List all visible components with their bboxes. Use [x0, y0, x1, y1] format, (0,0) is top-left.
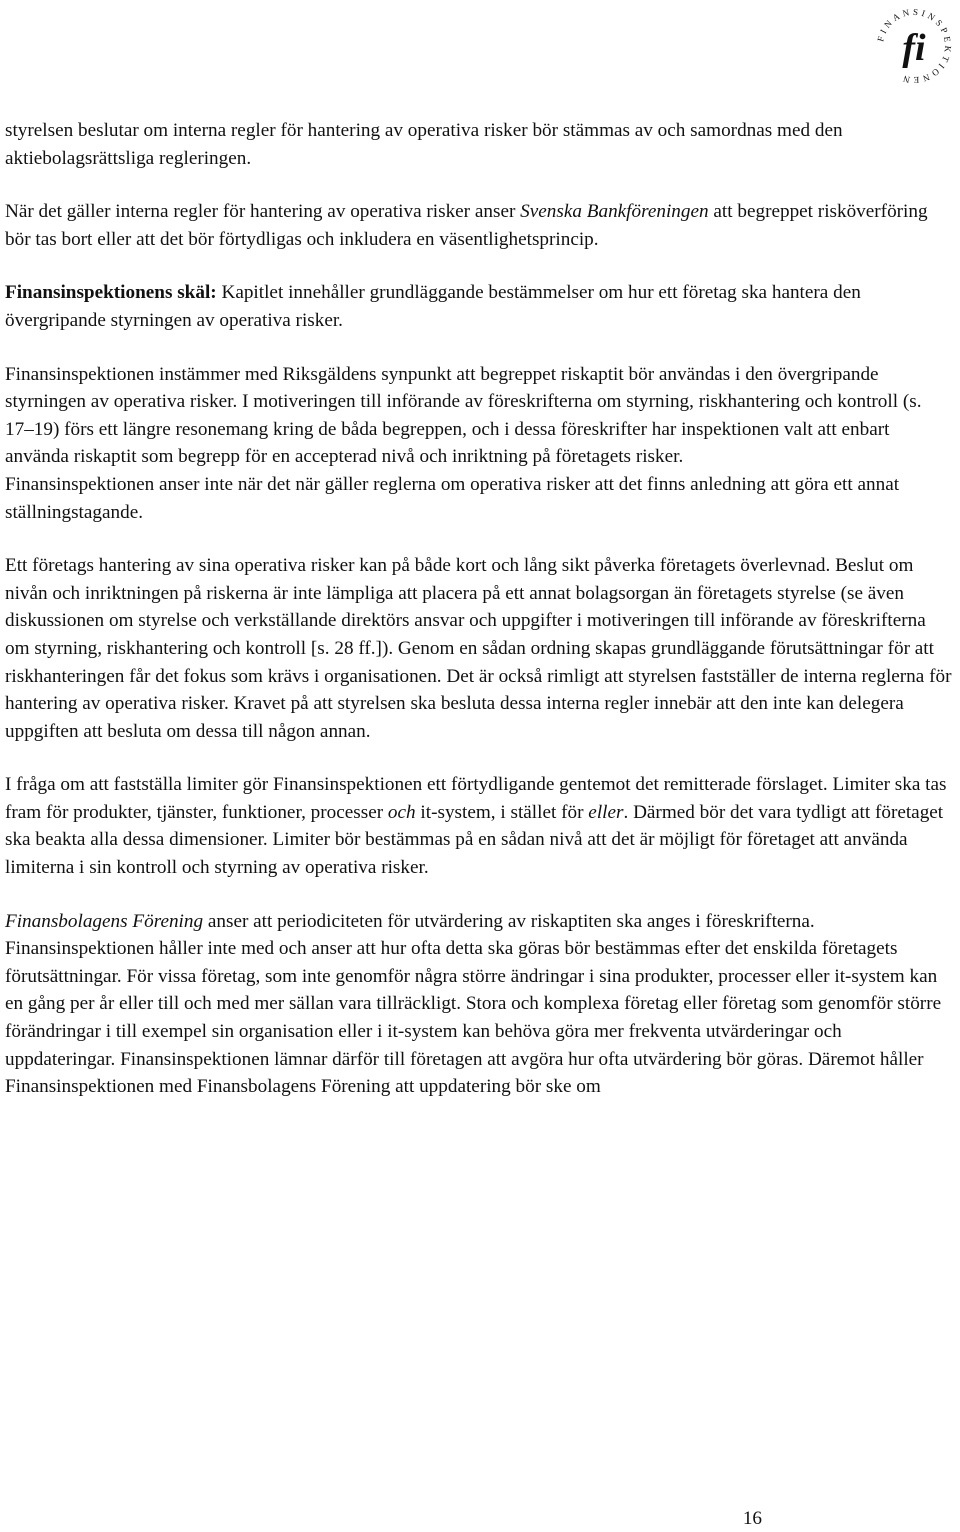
- logo-ring-textpath: FINANSINSPEKTIONEN: [875, 6, 954, 86]
- text-run: Finansinspektionen anser inte när det när gäller reglerna om operativa risker att det finns anledning att göra ett annat ställningstagande.: [5, 473, 900, 523]
- text-run: . Därmed bör det vara tydligt att företaget ska beakta alla dessa dimensioner. Limiter bör bestämmas på en sådan nivå att det är möjligt för företaget att använda limiterna i sin kontroll och styrning av operativa risker.: [5, 801, 944, 879]
- document-body: [5, 117, 955, 1101]
- paragraph: [5, 771, 955, 881]
- paragraph: [5, 361, 955, 471]
- paragraph: [5, 279, 955, 334]
- italic-text-run: eller: [588, 801, 624, 823]
- page-number: 16: [742, 1508, 762, 1529]
- text-run: it-system, i stället för: [415, 801, 589, 823]
- text-run: Kapitlet innehåller grundläggande bestämmelser om hur ett företag ska hantera den övergripande styrningen av operativa risker.: [5, 282, 861, 331]
- text-run: När det gäller interna regler för hantering av operativa risker anser: [5, 201, 521, 223]
- logo-mark: fi: [902, 27, 926, 69]
- bold-text-run: Finansinspektionens skäl:: [5, 282, 217, 304]
- text-run: styrelsen beslutar om interna regler för hantering av operativa risker bör stämmas av och samordnas med den aktiebolagsrättsliga regleringen.: [5, 120, 843, 169]
- text-run: Ett företags hantering av sina operativa risker kan på både kort och lång sikt påverka företagets överlevnad. Beslut om nivån och inriktningen på riskerna är inte lämpliga att placera på ett annat bolagsorgan än företagets styrelse (se även diskussionen om styrelse och verkställande direktörs ansvar och uppgifter i motiveringen till införande av föreskrifterna om styrning, riskhantering och kontroll [s. 28 ff.]). Genom en sådan ordning skapas grundläggande förutsättningar för att riskhanteringen får det fokus som krävs i organisationen. Det är också rimligt att styrelsen fastställer de interna reglerna för hantering av operativa risker. Kravet på att styrelsen ska besluta dessa interna regler innebär att den inte kan delegera uppgiften att besluta om dessa till någon annan.: [5, 555, 952, 742]
- italic-text-run: Svenska Bankföreningen: [520, 201, 709, 223]
- fi-seal-logo: [872, 4, 956, 88]
- text-run: I fråga om att fastställa limiter gör Finansinspektionen ett förtydligande gentemot det remitterade förslaget. Limiter ska tas fram för produkter, tjänster, funktioner, processer: [5, 774, 947, 823]
- paragraph: [5, 908, 955, 1101]
- fi-seal-logo-icon: [872, 4, 956, 88]
- italic-text-run: Finansbolagens Förening: [5, 910, 204, 932]
- text-run: anser att periodiciteten för utvärdering av riskaptiten ska anges i föreskrifterna. Finansinspektionen håller inte med och anser att hur ofta detta ska göras bör bestämmas efter det enskilda företagets förutsättningar. För vissa företag, som inte genomför några större ändringar i sina produkter, processer eller it-system kan en gång per år eller till och med mer sällan vara tillräckligt. Stora och komplexa företag eller företag som genomför större förändringar i till exempel sin organisation eller i it-system kan behöva göra mer frekventa utvärderingar och uppdateringar. Finansinspektionen lämnar därför till företagen att avgöra hur ofta utvärdering bör göras. Däremot håller Finansinspektionen med Finansbolagens Förening att uppdatering bör ske om: [5, 910, 942, 1098]
- text-run: Finansinspektionen instämmer med Riksgäldens synpunkt att begreppet riskaptit bör användas i den övergripande styrningen av operativa risker. I motiveringen till införande av föreskrifterna om styrning, riskhantering och kontroll (s. 17–19) förs ett längre resonemang kring de båda begreppen, och i dessa föreskrifter har inspektionen valt att enbart använda riskaptit som begrepp för en accepterad nivå och inriktning på företagets risker.: [5, 363, 922, 468]
- text-run: att begreppet risköverföring bör tas bort eller att det bör förtydligas och inkludera en väsentlighetsprincip.: [5, 201, 928, 250]
- italic-text-run: och: [387, 801, 416, 823]
- paragraph: [5, 198, 955, 253]
- paragraph: [5, 471, 955, 526]
- paragraph: [5, 117, 955, 172]
- paragraph: [5, 552, 955, 745]
